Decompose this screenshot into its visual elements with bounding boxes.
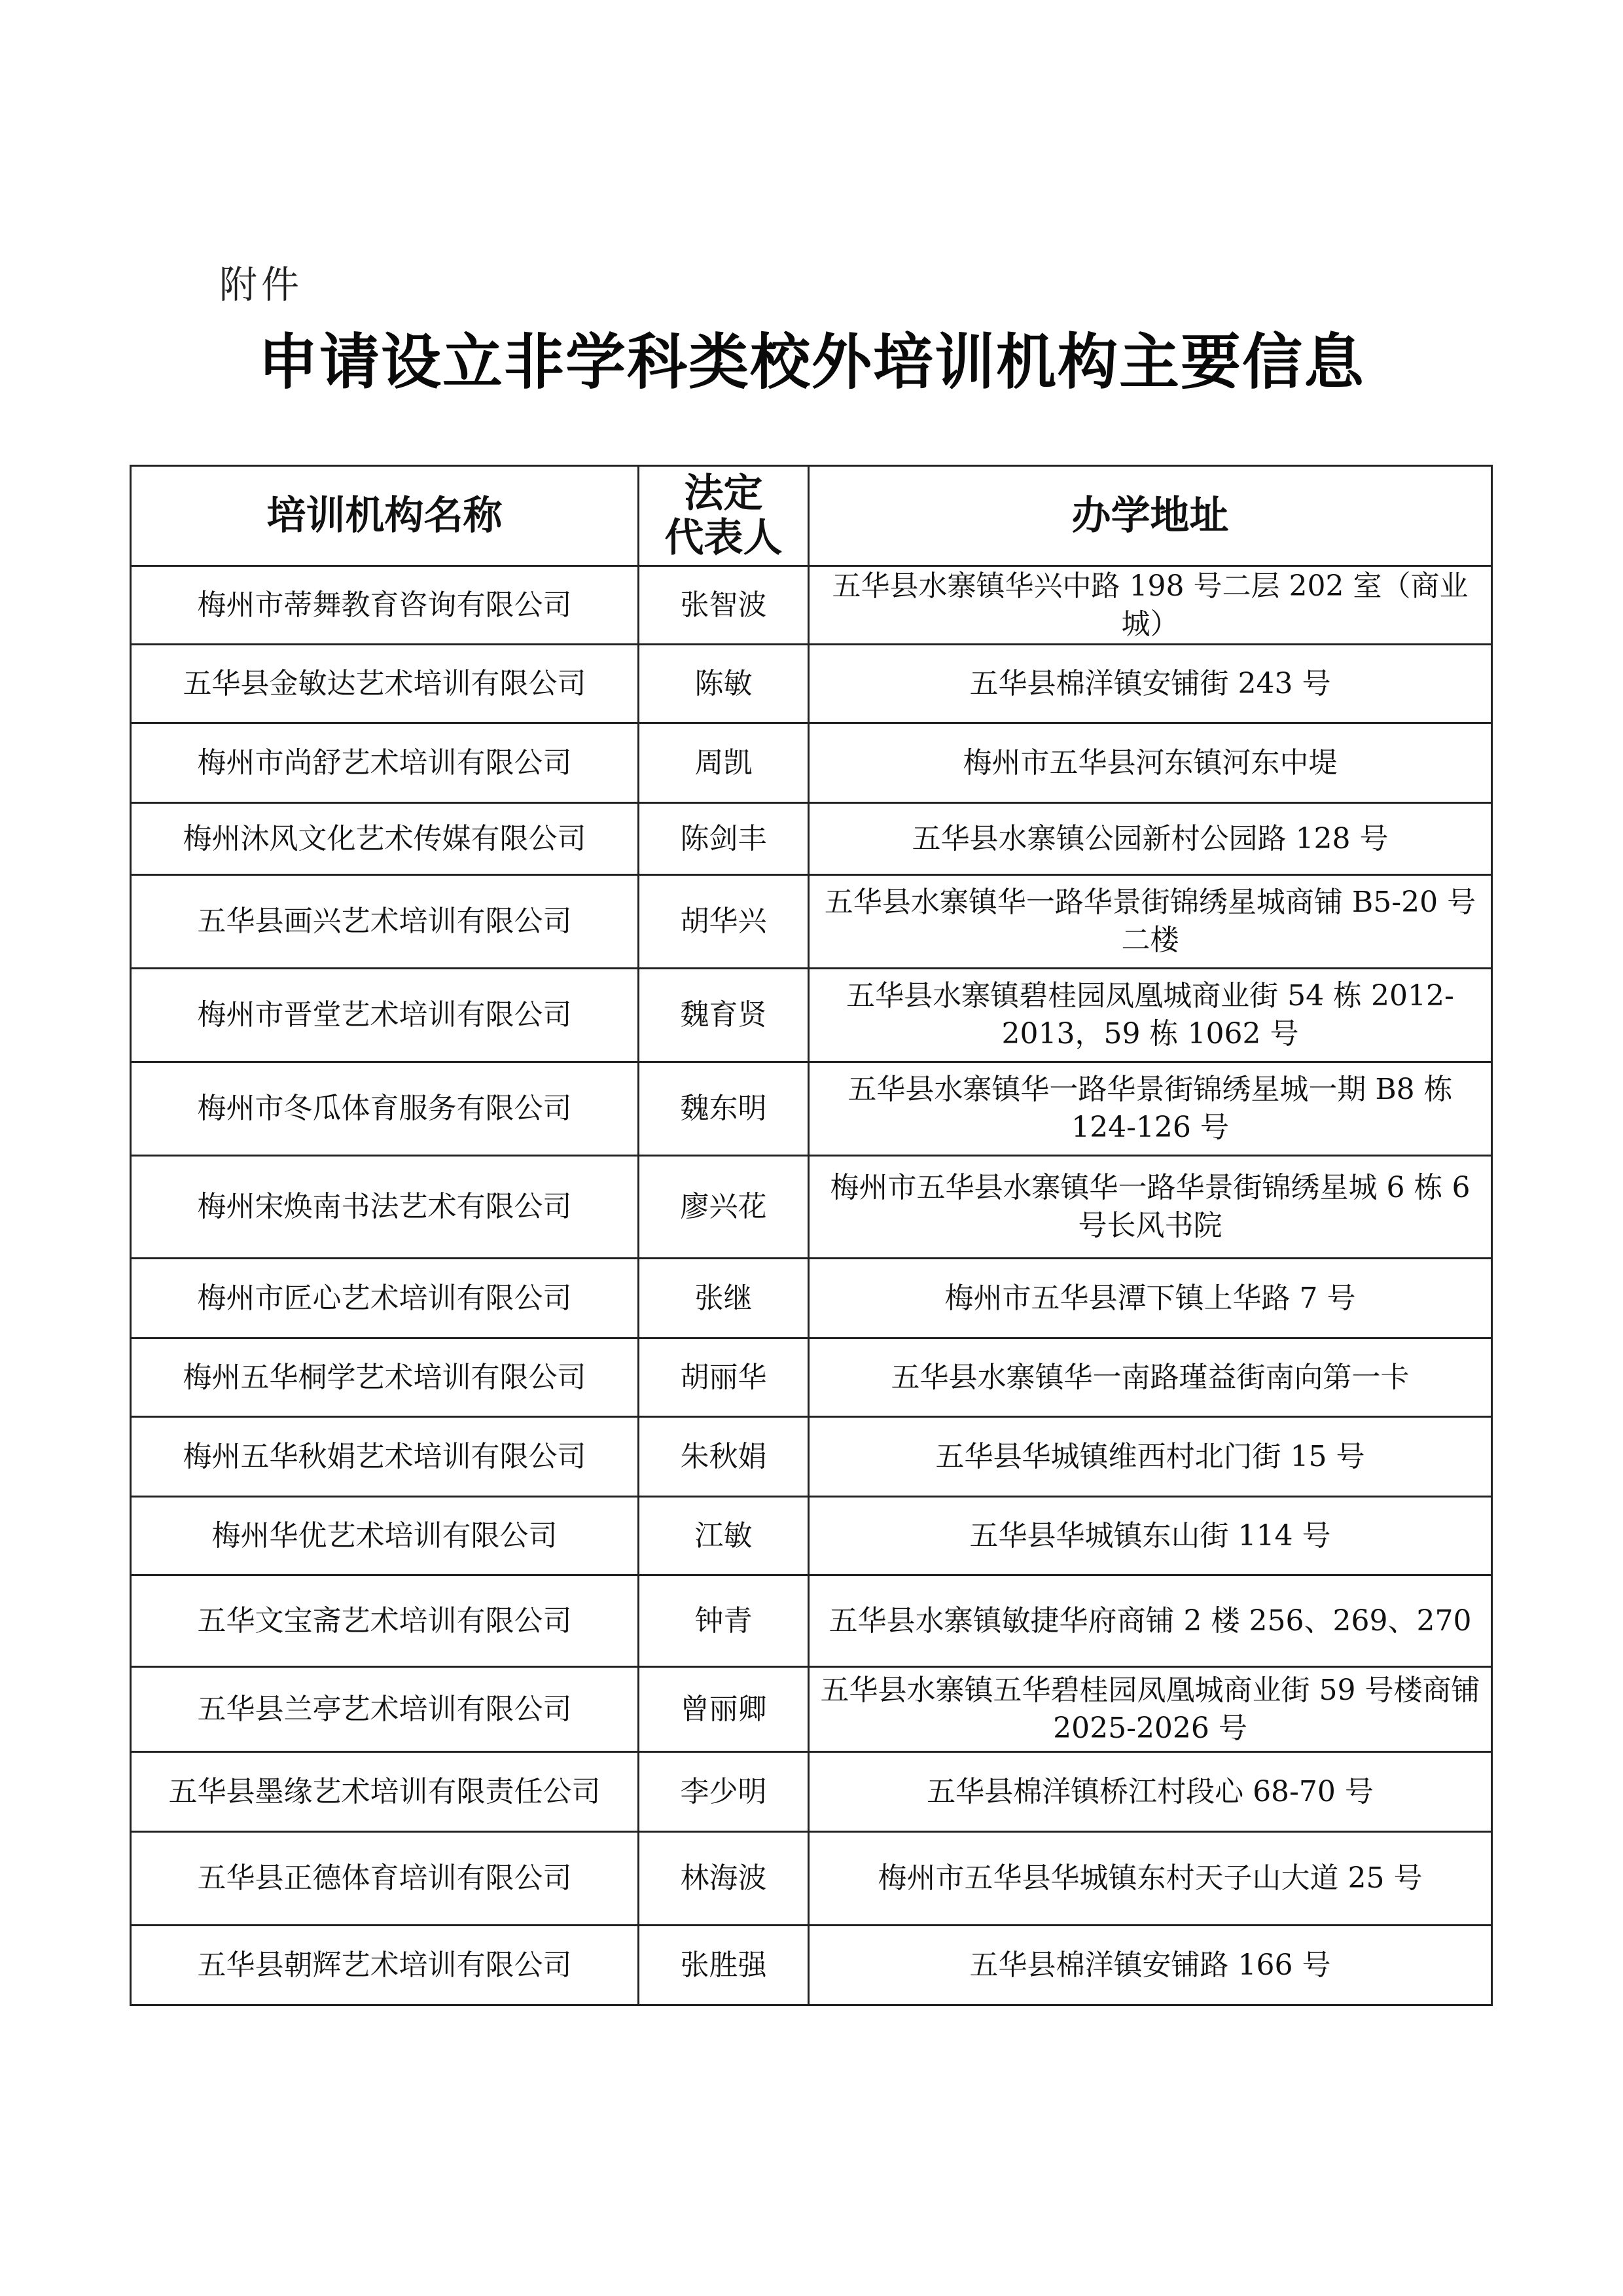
- cell-name: 五华县金敏达艺术培训有限公司: [131, 645, 639, 723]
- table-row: [131, 875, 1492, 969]
- table-row: [131, 1259, 1492, 1338]
- cell-address: 梅州市五华县潭下镇上华路 7 号: [809, 1259, 1492, 1338]
- cell-rep: 张继: [639, 1259, 809, 1338]
- table-row: [131, 1752, 1492, 1832]
- cell-name: 梅州华优艺术培训有限公司: [131, 1497, 639, 1575]
- cell-address: 五华县水寨镇华一南路瑾益街南向第一卡: [809, 1338, 1492, 1417]
- header-name: 培训机构名称: [131, 466, 639, 566]
- table-row: [131, 1338, 1492, 1417]
- cell-address: 五华县棉洋镇安铺路 166 号: [809, 1926, 1492, 2005]
- cell-rep: 江敏: [639, 1497, 809, 1575]
- header-rep-line1: 法定: [684, 471, 763, 516]
- cell-address: 五华县水寨镇华一路华景街锦绣星城商铺 B5-20 号二楼: [809, 875, 1492, 969]
- cell-rep: 周凯: [639, 723, 809, 803]
- cell-name: 五华文宝斋艺术培训有限公司: [131, 1575, 639, 1667]
- cell-rep: 魏育贤: [639, 969, 809, 1062]
- cell-address: 五华县棉洋镇安铺街 243 号: [809, 645, 1492, 723]
- cell-name: 梅州市晋堂艺术培训有限公司: [131, 969, 639, 1062]
- cell-name: 梅州市冬瓜体育服务有限公司: [131, 1062, 639, 1156]
- cell-address: 五华县华城镇东山街 114 号: [809, 1497, 1492, 1575]
- table-row: [131, 1156, 1492, 1259]
- institution-table: [130, 465, 1493, 2006]
- cell-rep: 林海波: [639, 1832, 809, 1926]
- cell-name: 五华县墨缘艺术培训有限责任公司: [131, 1752, 639, 1832]
- header-rep-line2: 代表人: [664, 515, 783, 561]
- cell-name: 梅州五华桐学艺术培训有限公司: [131, 1338, 639, 1417]
- cell-name: 梅州市尚舒艺术培训有限公司: [131, 723, 639, 803]
- cell-address: 梅州市五华县河东镇河东中堤: [809, 723, 1492, 803]
- cell-name: 梅州五华秋娟艺术培训有限公司: [131, 1417, 639, 1497]
- cell-rep: 陈剑丰: [639, 803, 809, 875]
- cell-name: 梅州市蒂舞教育咨询有限公司: [131, 566, 639, 645]
- cell-name: 五华县画兴艺术培训有限公司: [131, 875, 639, 969]
- cell-name: 五华县兰亭艺术培训有限公司: [131, 1667, 639, 1752]
- cell-rep: 胡华兴: [639, 875, 809, 969]
- cell-rep: 陈敏: [639, 645, 809, 723]
- attachment-label: 附件: [219, 262, 304, 307]
- cell-rep: 李少明: [639, 1752, 809, 1832]
- header-address: 办学地址: [809, 466, 1492, 566]
- table-row: [131, 1497, 1492, 1575]
- table-row: [131, 1575, 1492, 1667]
- cell-address: 梅州市五华县水寨镇华一路华景街锦绣星城 6 栋 6 号长风书院: [809, 1156, 1492, 1259]
- cell-address: 五华县水寨镇五华碧桂园凤凰城商业街 59 号楼商铺 2025-2026 号: [809, 1667, 1492, 1752]
- cell-rep: 张胜强: [639, 1926, 809, 2005]
- table-header-row: [131, 466, 1492, 566]
- cell-name: 五华县正德体育培训有限公司: [131, 1832, 639, 1926]
- cell-address: 五华县华城镇维西村北门街 15 号: [809, 1417, 1492, 1497]
- table-row: [131, 1062, 1492, 1156]
- table-row: [131, 1417, 1492, 1497]
- table-row: [131, 645, 1492, 723]
- cell-address: 五华县水寨镇华兴中路 198 号二层 202 室（商业城）: [809, 566, 1492, 645]
- table-row: [131, 803, 1492, 875]
- table-row: [131, 969, 1492, 1062]
- cell-rep: 曾丽卿: [639, 1667, 809, 1752]
- cell-rep: 胡丽华: [639, 1338, 809, 1417]
- cell-rep: 魏东明: [639, 1062, 809, 1156]
- cell-address: 五华县水寨镇华一路华景街锦绣星城一期 B8 栋 124-126 号: [809, 1062, 1492, 1156]
- table-row: [131, 566, 1492, 645]
- cell-name: 梅州沐风文化艺术传媒有限公司: [131, 803, 639, 875]
- table-row: [131, 1832, 1492, 1926]
- cell-rep: 张智波: [639, 566, 809, 645]
- cell-rep: 钟青: [639, 1575, 809, 1667]
- table-row: [131, 1667, 1492, 1752]
- table-row: [131, 1926, 1492, 2005]
- cell-rep: 廖兴花: [639, 1156, 809, 1259]
- cell-address: 五华县水寨镇敏捷华府商铺 2 楼 256、269、270: [809, 1575, 1492, 1667]
- cell-address: 梅州市五华县华城镇东村天子山大道 25 号: [809, 1832, 1492, 1926]
- cell-name: 梅州宋焕南书法艺术有限公司: [131, 1156, 639, 1259]
- page-title: 申请设立非学科类校外培训机构主要信息: [257, 327, 1365, 397]
- cell-address: 五华县棉洋镇桥江村段心 68-70 号: [809, 1752, 1492, 1832]
- header-rep: [639, 466, 809, 566]
- cell-name: 五华县朝辉艺术培训有限公司: [131, 1926, 639, 2005]
- cell-name: 梅州市匠心艺术培训有限公司: [131, 1259, 639, 1338]
- cell-rep: 朱秋娟: [639, 1417, 809, 1497]
- cell-address: 五华县水寨镇公园新村公园路 128 号: [809, 803, 1492, 875]
- table-row: [131, 723, 1492, 803]
- cell-address: 五华县水寨镇碧桂园凤凰城商业街 54 栋 2012-2013，59 栋 1062 号: [809, 969, 1492, 1062]
